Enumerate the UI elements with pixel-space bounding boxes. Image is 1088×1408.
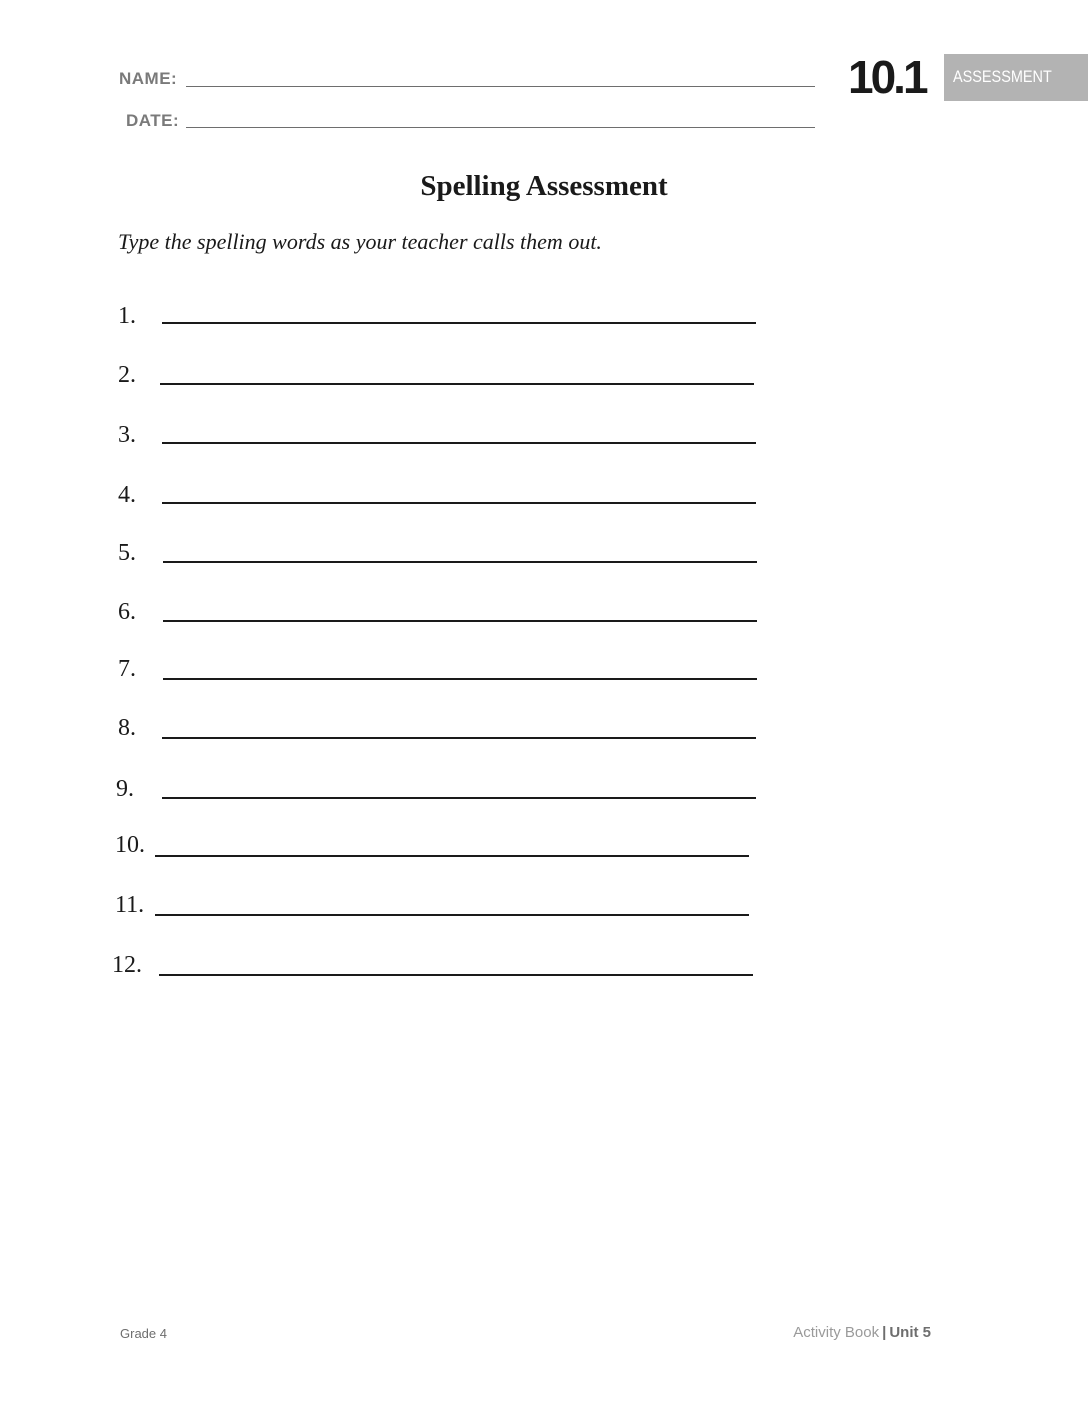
item-number: 3. — [118, 422, 136, 448]
item-number: 1. — [118, 303, 136, 329]
item-number: 11. — [115, 892, 145, 918]
item-number: 8. — [118, 715, 136, 741]
item-number: 5. — [118, 540, 136, 566]
footer-book: Activity Book — [793, 1324, 880, 1341]
footer-book-info — [793, 1324, 931, 1341]
name-field[interactable] — [186, 86, 815, 87]
item-number: 10. — [115, 832, 145, 858]
item-number: 2. — [118, 362, 136, 388]
answer-line[interactable] — [162, 797, 756, 799]
answer-line[interactable] — [160, 383, 754, 385]
answer-line[interactable] — [162, 737, 756, 739]
answer-line[interactable] — [162, 502, 756, 504]
item-number: 4. — [118, 482, 136, 508]
instructions: Type the spelling words as your teacher calls them out. — [118, 229, 602, 254]
date-field[interactable] — [186, 127, 815, 128]
assessment-tab-label: ASSESSMENT — [953, 67, 1052, 86]
answer-line[interactable] — [159, 974, 753, 976]
answer-line[interactable] — [155, 855, 749, 857]
item-number: 6. — [118, 599, 136, 625]
answer-line[interactable] — [162, 322, 756, 324]
answer-line[interactable] — [163, 620, 757, 622]
answer-line[interactable] — [162, 442, 756, 444]
date-label: DATE: — [126, 111, 180, 130]
lesson-number: 10.1 — [848, 51, 926, 103]
item-number: 7. — [118, 656, 136, 682]
answer-line[interactable] — [163, 678, 757, 680]
footer-grade: Grade 4 — [120, 1326, 167, 1341]
footer-separator: | — [882, 1324, 887, 1341]
answer-line[interactable] — [155, 914, 749, 916]
assessment-tab — [944, 54, 1088, 101]
item-number: 12. — [112, 952, 142, 978]
answer-line[interactable] — [163, 561, 757, 563]
footer-unit: Unit 5 — [889, 1324, 931, 1341]
name-label: NAME: — [119, 69, 178, 88]
item-number: 9. — [116, 776, 134, 802]
page-title: Spelling Assessment — [420, 170, 668, 202]
